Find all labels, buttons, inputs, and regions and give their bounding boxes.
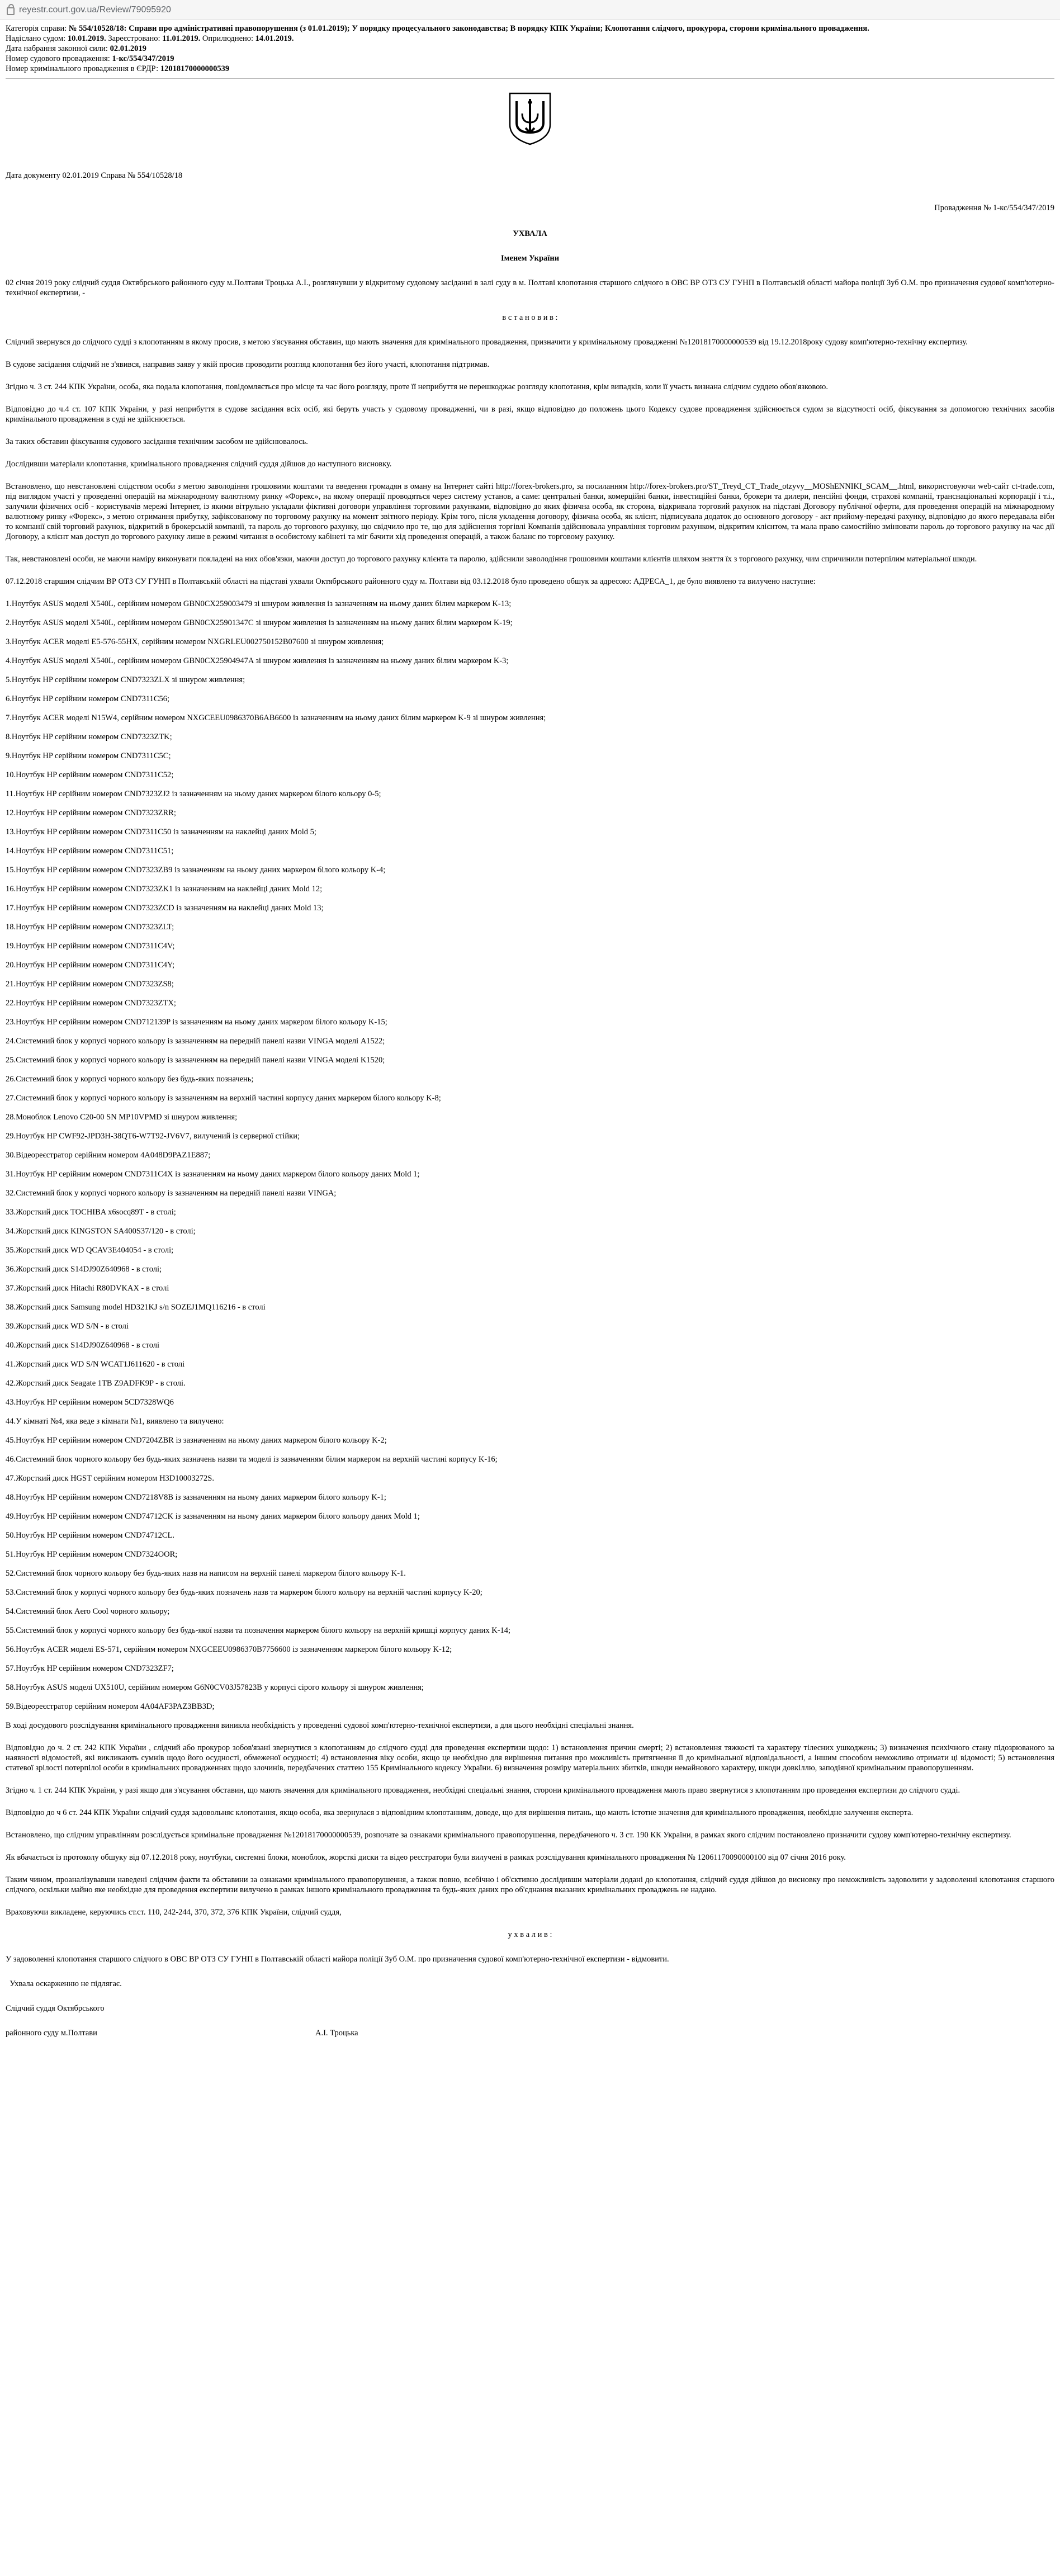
facts-section <box>6 337 1054 587</box>
reasoning-section <box>6 1721 1054 1917</box>
seized-item: 41.Жорсткий диск WD S/N WCAT1J611620 - в столі <box>6 1360 185 1369</box>
seized-item: 54.Системний блок Aero Cool чорного кольору; <box>6 1607 170 1616</box>
seized-item: 44.У кімнаті №4, яка веде з кімнати №1, виявлено та вилучено: <box>6 1417 224 1426</box>
seized-item: 21.Ноутбук HP серійним номером CND7323ZS8; <box>6 980 174 989</box>
document-metadata <box>6 23 1054 74</box>
effective-value: 02.01.2019 <box>110 44 146 53</box>
address-field[interactable] <box>7 5 171 15</box>
signature-line <box>6 2028 1054 2038</box>
sent-label: Надіслано судом: <box>6 34 66 43</box>
body-paragraph: Дослідивши матеріали клопотання, кримінального провадження слідчий суддя дійшов до наступного висновку. <box>6 460 392 469</box>
body-paragraph: Встановлено, що невстановлені слідством особи з метою заволодіння грошовими коштами та введення громадян в оману на Інтернет сайті http://forex-brokers.pro, за посиланням http://forex-brokers.pro/ST_Treyd_CT_Trade_otzyvy__MOShENNIKI_SCAM__.html, використовуючи web-сайт ct-trade.com, під виглядом участі у проведенні операцій на міжнародному валютному ринку «Форекс», на якому операції проводяться через систему установ, а саме: центральні банки, комерційні банки, інвестиційні банки, брокери та дилери, пенсійні фонди, страхові компанії, транснаціональні корпорації і т.і., залучили фізичних осіб - користувачів мережі Інтернет, із якими вітрульно укладали фіктивні договори управління торговими рахунками, відповідно до яких фізична особа, як сторона, відкривала торговий рахунок на підставі Договору публічної оферти, для проведення операцій на міжнародному валютному ринку «Форекс», з метою отримання прибутку, зафіксованому по торговому рахунку на момент звітного періоду. Крім того, після укладення договору, фізична особа, як клієнт, підписувала додаток до основного договору - акт прийому-передачі рахунку, відповідно до якого передавала вібн то компанії свій торговий рахунок, відкритий в брокерській компанії, та пароль до торгового рахунку, що свідчило про те, що для здійснення торгівлі Компанія здійснювала управління торговим рахунком, відкритим клієнтом, та мала право самостійно змінювати пароль до торгового рахунку на час дії Договору, а клієнт мав доступ до торгового рахунку лише в режимі читання в особистому кабінеті та міг бачити хід проведення операцій, а також баланс по торговому рахунку. <box>6 482 1054 541</box>
category-value: № 554/10528/18: Справи про адміністративні правопорушення (з 01.01.2019); У порядку процесуального законодавства; В порядку КПК України; Клопотання слідчого, прокурора, сторони кримінального провадження. <box>68 24 869 33</box>
seized-item: 8.Ноутбук HP серійним номером CND7323ZTK; <box>6 732 172 741</box>
seized-item: 2.Ноутбук ASUS моделі X540L, серійним номером GBN0CX25901347C зі шнуром живлення із зазначенням на ньому даних білим маркером K-19; <box>6 618 513 627</box>
category-line: Категорія справи: № 554/10528/18: Справи про адміністративні правопорушення (з 01.01.2019); У порядку процесуального законодавства; В порядку КПК України; Клопотання слідчого, прокурора, сторони кримінального провадження. <box>6 24 869 33</box>
body-paragraph: В ході досудового розслідування кримінального провадження виникла необхідність у проведенні судової комп'ютерно-технічної експертизи, а для цього необхідні спеціальні знання. <box>6 1721 634 1730</box>
seized-item: 53.Системний блок у корпусі чорного кольору без будь-яких позначень назв та маркером білого кольору на верхній частині корпусу K-20; <box>6 1588 482 1597</box>
effective-date-line <box>6 44 1054 54</box>
trident-emblem-icon <box>508 91 552 146</box>
seized-item: 1.Ноутбук ASUS моделі X540L, серійним номером GBN0CX259003479 зі шнуром живлення із зазначенням на ньому даних білим маркером K-13; <box>6 599 512 608</box>
seized-item: 20.Ноутбук HP серійним номером CND7311C4Y; <box>6 961 175 970</box>
body-paragraph: 07.12.2018 старшим слідчим ВР ОТЗ СУ ГУНП в Полтавській області на підставі ухвали Октябрського районного суду м. Полтави від 03.12.2018 було проведено обшук за адресою: АДРЕСА_1, де було виявлено та вилучено наступне: <box>6 577 816 586</box>
proceeding-number: Провадження № 1-кс/554/347/2019 <box>934 204 1054 212</box>
seized-item: 42.Жорсткий диск Seagate 1TB Z9ADFK9P - в столі. <box>6 1379 186 1388</box>
seized-item: 9.Ноутбук HP серійним номером CND7311C5C; <box>6 751 171 760</box>
seized-item: 32.Системний блок у корпусі чорного кольору із зазначенням на передній панелі назви VINGA; <box>6 1189 337 1198</box>
body-paragraph: Відповідно до ч.4 ст. 107 КПК України, у разі неприбуття в судове засідання всіх осіб, які беруть участь у судовому провадженні, чи в разі, якщо відповідно до положень цього Кодексу судове провадження здійснюється судом за відсутності осіб, фіксування за допомогою технічних засобів кримінального провадження в суді не здійснюється. <box>6 405 1054 424</box>
seized-item: 38.Жорсткий диск Samsung model HD321KJ s/n SOZEJ1MQ116216 - в столі <box>6 1303 266 1312</box>
seized-item: 58.Ноутбук ASUS моделі UX510U, серійним номером G6N0CV03J57823B у корпусі сірого кольору зі шнуром живлення; <box>6 1683 424 1692</box>
established-heading: в с т а н о в и в : <box>502 313 558 322</box>
seized-item: 7.Ноутбук ACER моделі N15W4, серійним номером NXGCEEU0986370B6AB6600 із зазначенням на ньому даних білим маркером K-9 зі шнуром живлення; <box>6 713 546 722</box>
registered-value: 11.01.2019. <box>162 34 201 43</box>
case-number-line <box>6 54 1054 64</box>
seized-item: 45.Ноутбук HP серійним номером CND7204ZBR із зазначенням на ньому даних маркером білого кольору K-2; <box>6 1436 387 1445</box>
document-date-line: Дата документу 02.01.2019 Справа № 554/10528/18 <box>6 171 183 180</box>
registered-label: Зареєстровано: <box>108 34 160 43</box>
effective-label: Дата набрання законної сили: <box>6 44 108 53</box>
seized-item: 28.Моноблок Lenovo C20-00 SN MP10VPMD зі шнуром живлення; <box>6 1113 238 1122</box>
seized-item: 33.Жорсткий диск TOCHIBA x6socq89T - в столі; <box>6 1208 176 1217</box>
dates-line <box>6 34 1054 44</box>
seized-item: 49.Ноутбук HP серійним номером CND74712CK із зазначенням на ньому даних маркером білого кольору даних Mold 1; <box>6 1512 420 1521</box>
body-paragraph: Відповідно до ч. 2 ст. 242 КПК України , слідчий або прокурор зобов'язані звернутися з клопотанням до слідчого судді для проведення експертизи щодо: 1) встановлення причин смерті; 2) встановлення тяжкості та характеру тілесних ушкоджень; 3) визначення психічного стану підозрюваного за наявності відомостей, які викликають сумнів щодо його осудності, обмеженої осудності; 4) встановлення віку особи, якщо це необхідно для вирішення питання про можливість притягнення її до кримінальної відповідальності, а іншим способом неможливо отримати ці відомості; 5) встановлення статевої зрілості потерпілої особи в кримінальних провадженнях щодо злочинів, передбачених статтею 155 Кримінального кодексу України. 6) визначення розміру матеріальних збитків, шкоди немайнового характеру, шкоди довкіллю, заподіяної кримінальним правопорушенням. <box>6 1743 1054 1773</box>
seized-item: 4.Ноутбук ASUS моделі X540L, серійним номером GBN0CX25904947A зі шнуром живлення із зазначенням на ньому даних білим маркером K-3; <box>6 656 509 665</box>
seized-item: 30.Відеореєстратор серійним номером 4A048D9PAZ1E887; <box>6 1151 211 1160</box>
document-title: УХВАЛА <box>513 229 547 238</box>
resolved-heading: у х в а л и в : <box>508 1930 552 1939</box>
published-label: Оприлюднено: <box>202 34 254 43</box>
seized-item: 46.Системний блок чорного кольору без будь-яких зазначень назви та моделі із зазначенням білим маркером на верхній частині корпусу K-16; <box>6 1455 498 1464</box>
seized-item: 16.Ноутбук HP серійним номером CND7323ZK1 із зазначенням на наклейці даних Mold 12; <box>6 885 323 894</box>
seized-item: 43.Ноутбук HP серійним номером 5CD7328WQ6 <box>6 1398 174 1407</box>
body-paragraph: Згідно ч. 1 ст. 244 КПК України, у разі якщо для з'ясування обставин, що мають значення для кримінального провадження, необхідні спеціальні знання, сторони кримінального провадження мають право звернутися з клопотанням про проведення експертизи до слідчого судді. <box>6 1786 960 1795</box>
case-label: Номер судового провадження: <box>6 54 110 63</box>
seized-item: 37.Жорсткий диск Hitachi R80DVKAX - в столі <box>6 1284 169 1293</box>
seized-item: 14.Ноутбук HP серійним номером CND7311C51; <box>6 847 174 855</box>
browser-address-bar <box>0 0 1060 20</box>
court-name: районного суду м.Полтави <box>6 2029 97 2038</box>
body-paragraph: Слідчий звернувся до слідчого судді з клопотанням в якому просив, з метою з'ясування обставин, що мають значення для кримінального провадження, призначити у кримінальному провадженні №12018170000000539 від 19.12.2018року судову комп'ютерно-технічну експертизу. <box>6 338 968 347</box>
seized-item: 31.Ноутбук HP серійним номером CND7311C4X із зазначенням на ньому даних маркером білого кольору даних Mold 1; <box>6 1170 420 1179</box>
seized-item: 35.Жорсткий диск WD QCAV3E404054 - в столі; <box>6 1246 174 1255</box>
seized-item: 55.Системний блок у корпусі чорного кольору без будь-якої назви та позначення маркером білого кольору на верхній кришці корпусу даних K-14; <box>6 1626 511 1635</box>
body-paragraph: Як вбачається із протоколу обшуку від 07.12.2018 року, ноутбуки, системні блоки, моноблок, жорсткі диски та відео реєстратори були вилучені в рамках розслідування кримінального провадження № 12061170090000100 від 07 січня 2016 року. <box>6 1853 846 1862</box>
body-paragraph: Згідно ч. 3 ст. 244 КПК України, особа, яка подала клопотання, повідомляється про місце та час його розгляду, проте її неприбуття не перешкоджає розгляду клопотання, крім випадків, коли її участь визнана слідчим суддею обов'язковою. <box>6 382 828 391</box>
seized-item: 50.Ноутбук HP серійним номером CND74712CL. <box>6 1531 175 1540</box>
seized-items-list <box>6 599 1054 1712</box>
judge-title-line: Слідчий суддя Октябрського <box>6 2004 105 2013</box>
appeal-note: Ухвала оскарженню не підлягає. <box>6 1979 122 1988</box>
seized-item: 11.Ноутбук HP серійним номером CND7323ZJ2 із зазначенням на ньому даних маркером білого кольору 0-5; <box>6 790 381 798</box>
seized-item: 25.Системний блок у корпусі чорного кольору із зазначенням на передній панелі назви VINGA моделі K1520; <box>6 1056 385 1065</box>
body-paragraph: За таких обставин фіксування судового засідання технічним засобом не здійснювалось. <box>6 437 308 446</box>
erdr-value: 12018170000000539 <box>160 64 230 73</box>
seized-item: 27.Системний блок у корпусі чорного кольору із зазначенням на верхній частині корпусу даних маркером білого кольору K-8; <box>6 1094 441 1103</box>
decision-paragraph: У задоволенні клопотання старшого слідчого в ОВС ВР ОТЗ СУ ГУНП в Полтавській області майора поліції Зуб О.М. про призначення судової комп'ютерно-технічної експертизи - відмовити. <box>6 1955 669 1964</box>
judge-name: А.І. Троцька <box>315 2029 358 2038</box>
seized-item: 48.Ноутбук HP серійним номером CND7218V8B із зазначенням на ньому даних маркером білого кольору K-1; <box>6 1493 386 1502</box>
seized-item: 19.Ноутбук HP серійним номером CND7311C4V; <box>6 942 175 951</box>
body-paragraph: Відповідно до ч 6 ст. 244 КПК України слідчий суддя задовольняє клопотання, якщо особа, яка звернулася з відповідним клопотанням, доведе, що для вирішення питань, що мають істотне значення для кримінального провадження, необхідне залучення експерта. <box>6 1808 914 1817</box>
intro-paragraph: 02 січня 2019 року слідчий суддя Октябрського районного суду м.Полтави Троцька А.І., розглянувши у відкритому судовому засіданні в залі суду в м. Полтаві клопотання старшого слідчого в ОВС ВР ОТЗ СУ ГУНП в Полтавській області майора поліції Зуб О.М. про призначення судової комп'ютерно-технічної експертизи, - <box>6 278 1054 297</box>
category-label: Категорія справи <box>6 24 65 33</box>
seized-item: 51.Ноутбук HP серійним номером CND7324OOR; <box>6 1550 178 1559</box>
body-paragraph: Так, невстановлені особи, не маючи наміру виконувати покладені на них обов'язки, маючи доступ до торгового рахунку клієнта та паролю, здійснили заволодіння грошовими коштами клієнтів шляхом зняття їх з торгового рахунку, чим спричинили потерпілим матеріальної шкоди. <box>6 555 977 564</box>
seized-item: 12.Ноутбук HP серійним номером CND7323ZRR; <box>6 809 176 817</box>
seized-item: 36.Жорсткий диск S14DJ90Z640968 - в столі; <box>6 1265 162 1274</box>
lock-icon <box>7 7 15 15</box>
seized-item: 52.Системний блок чорного кольору без будь-яких назв на написом на верхній панелі маркером білого кольору K-1. <box>6 1569 406 1578</box>
published-value: 14.01.2019. <box>255 34 294 43</box>
seized-item: 47.Жорсткий диск HGST серійним номером H3D10003272S. <box>6 1474 214 1483</box>
seized-item: 10.Ноутбук HP серійним номером CND7311C52; <box>6 771 174 779</box>
seized-item: 29.Ноутбук HP CWF92-JPD3H-38QT6-W7T92-JV6V7, вилучений із серверної стійки; <box>6 1132 300 1141</box>
document <box>0 20 1060 2038</box>
url-text: reyestr.court.gov.ua/Review/79095920 <box>19 4 171 15</box>
body-paragraph: Враховуючи викладене, керуючись ст.ст. 110, 242-244, 370, 372, 376 КПК України, слідчий суддя, <box>6 1908 342 1917</box>
seized-item: 13.Ноутбук HP серійним номером CND7311C50 із зазначенням на наклейці даних Mold 5; <box>6 828 316 836</box>
coat-of-arms <box>6 91 1054 146</box>
seized-item: 39.Жорсткий диск WD S/N - в столі <box>6 1322 129 1331</box>
seized-item: 40.Жорсткий диск S14DJ90Z640968 - в столі <box>6 1341 160 1350</box>
seized-item: 57.Ноутбук HP серійним номером CND7323ZF7; <box>6 1664 174 1673</box>
body-paragraph: В судове засідання слідчий не з'явився, направив заяву у якій просив проводити розгляд клопотання без його участі, клопотання підтримав. <box>6 360 490 369</box>
seized-item: 3.Ноутбук ACER моделі E5-576-55HX, серійним номером NXGRLEU002750152B07600 зі шнуром живлення; <box>6 637 384 646</box>
divider <box>6 78 1054 79</box>
erdr-number-line <box>6 64 1054 74</box>
case-value: 1-кс/554/347/2019 <box>112 54 174 63</box>
seized-item: 6.Ноутбук HP серійним номером CND7311C56; <box>6 694 170 703</box>
seized-item: 23.Ноутбук HP серійним номером CND712139P із зазначенням на ньому даних маркером білого кольору K-15; <box>6 1018 387 1027</box>
body-paragraph: Встановлено, що слідчим управлінням розслідується кримінальне провадження №12018170000000539, розпочате за ознаками кримінального правопорушення, передбаченого ч. 3 ст. 190 КК України, в рамках якого слідчим постановлено призначити судову комп'ютерно-технічну експертизу. <box>6 1831 1011 1840</box>
seized-item: 5.Ноутбук HP серійним номером CND7323ZLX зі шнуром живлення; <box>6 675 245 684</box>
seized-item: 18.Ноутбук HP серійним номером CND7323ZLT; <box>6 923 174 932</box>
seized-item: 56.Ноутбук ACER моделі ES-571, серійним номером NXGCEEU0986370B7756600 із зазначенням маркером білого кольору K-12; <box>6 1645 452 1654</box>
sent-value: 10.01.2019. <box>67 34 106 43</box>
seized-item: 34.Жорсткий диск KINGSTON SA400S37/120 - в столі; <box>6 1227 196 1236</box>
document-subtitle: Іменем України <box>500 254 560 263</box>
seized-item: 17.Ноутбук HP серійним номером CND7323ZCD із зазначенням на наклейці даних Mold 13; <box>6 904 324 913</box>
seized-item: 24.Системний блок у корпусі чорного кольору із зазначенням на передній панелі назви VINGA моделі A1522; <box>6 1037 385 1046</box>
body-paragraph: Таким чином, проаналізувавши наведені слідчим факти та обставини за ознаками кримінального правопорушення, а також повно, всебічно і об'єктивно дослідивши матеріали додані до клопотання, слідчий суддя дійшов до висновку про неможливість задоволити у задоволенні клопотання старшого слідчого, оскільки майно яке необхідне для проведення експертизи вилучено в рамках іншого кримінального провадження та будь-яких даних про об'єднання вказаних кримінальних проваджень не надано. <box>6 1875 1054 1894</box>
seized-item: 26.Системний блок у корпусі чорного кольору без будь-яких позначень; <box>6 1075 254 1084</box>
seized-item: 22.Ноутбук HP серійним номером CND7323ZTX; <box>6 999 176 1008</box>
erdr-label: Номер кримінального провадження в ЄРДР: <box>6 64 159 73</box>
seized-item: 59.Відеореєстратор серійним номером 4A04AF3PAZ3BB3D; <box>6 1702 215 1711</box>
seized-item: 15.Ноутбук HP серійним номером CND7323ZB9 із зазначенням на ньому даних маркером білого кольору K-4; <box>6 866 386 875</box>
